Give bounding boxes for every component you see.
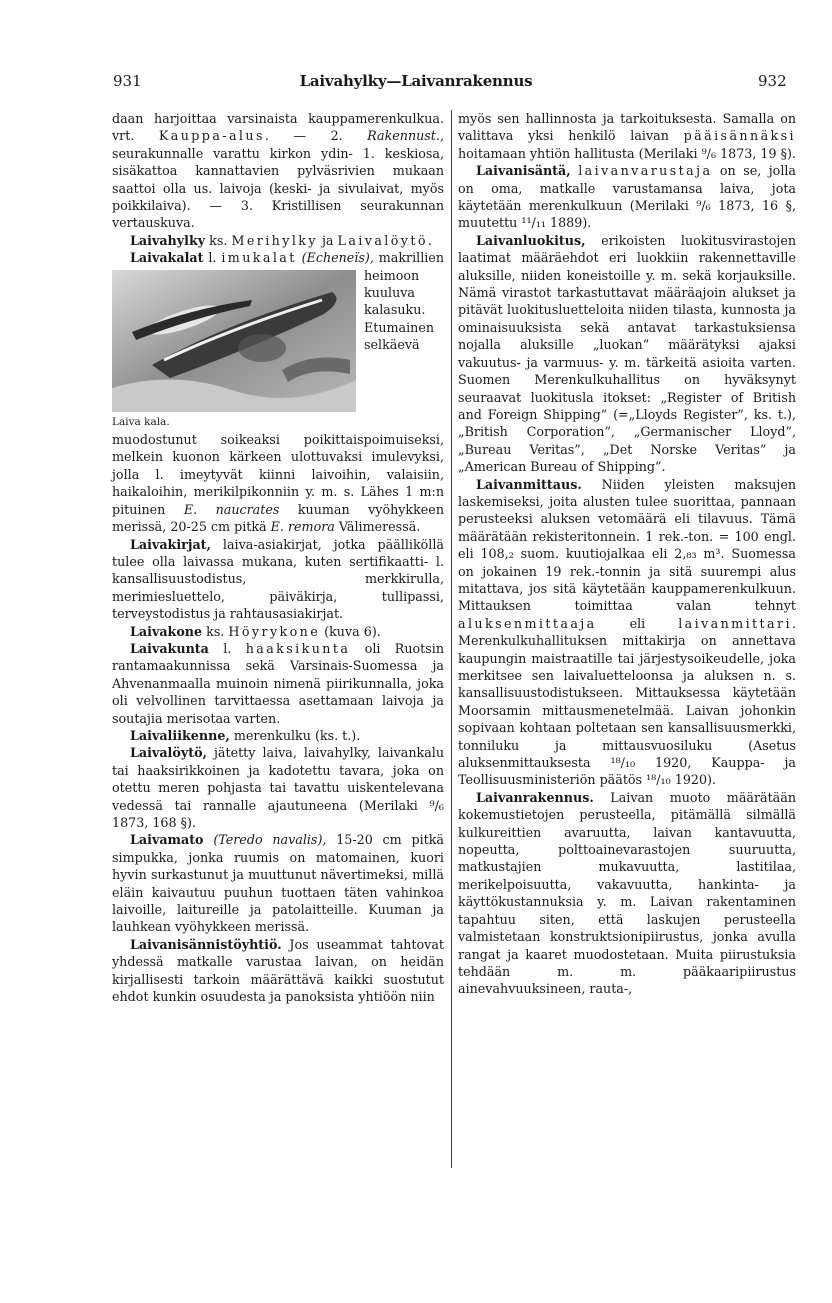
column-divider <box>451 110 452 1168</box>
entry-laivaloyto: Laivalöytö, jätetty laiva, laivahylky, laivankalu tai haaksirikkoinen ja kadotettu tavara, joka on otettu meren pohjasta tai tavattu uiskentelevana vedessä tai rannalle ajautuneena (Merilaki ⁹/₆ 1873, 168 §). <box>112 745 444 830</box>
headword: Laivakone <box>130 623 203 639</box>
entry-laivamato: Laivamato (Teredo navalis), 15-20 cm pitkä simpukka, jonka ruumis on matomainen, kuori hyvin surkastunut ja muuttunut nävertimeksi, millä eläin kaivautuu puuhun tuottaen täten vahinkoa laivoille, laitureille ja patolaitteille. Kuuman ja lauhkean vyöhykkeen merissä. <box>112 832 444 935</box>
right-column <box>458 110 796 998</box>
headword: Laivanisännistöyhtiö. <box>130 936 282 952</box>
headword: Laivahylky <box>130 232 206 248</box>
entry-isannisto-continued: myös sen hallinnosta ja tarkoituksesta. Samalla on valittava yksi henkilö laivan pääisännäksi hoitamaan yhtiön hallitusta (Merilaki ⁹/₆ 1873, 19 §). <box>458 111 796 161</box>
entry-laivakone: Laivakone ks. Höyrykone (kuva 6). <box>130 623 381 639</box>
left-page-number: 931 <box>113 72 142 90</box>
entry-laivanmittaus: Laivanmittaus. Niiden yleisten maksujen laskemiseksi, joita alusten tulee suorittaa, pannaan perusteeksi aluksen vetomäärä eli tilavuus. Tämä määrätään rekisteritonnein. 1 rek.-ton. = 100 engl. eli 108,₂ suom. kuutiojalkaa eli 2,₈₃ m³. Suomessa on jokainen 19 rek.-tonnin ja sitä suurempi alus mitattava, jos sitä käytetään kauppamerenkulkuun. Mittauksen toimittaa valan tehnyt aluksenmittaaja eli laivanmittari. Merenkulkuhallituksen mittakirja on annettava kaupungin maistraatille tai järjestysoikeudelle, joka merkitsee sen laivaluetteloonsa ja aluksen n. s. kansallisuustodistukseen. Mittauksessa käytetään Moorsamin mittausmenetelmää. Laivan johonkin sopivaan kohtaan poltetaan sen kansallisuusmerkki, tonniluku ja mittausvuosiluku (Asetus aluksenmittauksesta ¹⁸/₁₀ 1920, Kauppa- ja Teollisuusministeriön päätös ¹⁸/₁₀ 1920). <box>458 476 796 788</box>
entry-laivakalat: Laivakalat l. imukalat (Echeneïs), Laiva kala. makrillien heimoon kuuluva kalasuku. Etumainen selkäevä muodostunut soikeaksi poikittaispoimuiseksi, melkein kuonon kärkeen ulottuvaksi imulevyksi, jolla l. imeytyvät kiinni laivoihin, valaisiin, haikaloihin, merikilpikonniin y. m. s. Lähes 1 m:n pituinen E. naucrates kuuman vyöhykkeen merissä, 20-25 cm pitkä E. remora Välimeressä. <box>112 250 444 535</box>
entry-laivanrakennus: Laivanrakennus. Laivan muoto määrätään kokemustietojen perusteella, pitämällä silmällä kulkureittien avaruutta, laivan kantavuutta, nopeutta, polttoainevarastojen suuruutta, matkustajien mukavuutta, lastitilaa, merikelpoisuutta, vakavuutta, hankinta- ja käyttökustannuksia y. m. Laivan rakentaminen tapahtuu siten, että laskujen perusteella valmistetaan konstruktsionipiirustus, jonka avulla rangat ja kaaret muodostetaan. Muita piirustuksia tehdään m. m. pääkaaripiirustus ainevahvuuksineen, rauta-, <box>458 789 796 997</box>
headword: Laivalöytö, <box>130 745 207 761</box>
entry-laivanisannistoyhtio: Laivanisännistöyhtiö. Jos useammat tahtovat yhdessä matkalle varustaa laivan, on heidän kirjallisesti tarkoin määrättävä kaikki suostutut ehdot kunkin osuudesta ja panoksista yhtiöön niin <box>112 936 444 1005</box>
entry-laivaliikenne: Laivaliikenne, merenkulku (ks. t.). <box>130 727 361 743</box>
headword: Laivaliikenne, <box>130 727 230 743</box>
entry-laiva-continued: daan harjoittaa varsinaista kauppamerenkulkua. vrt. Kauppa-alus. — 2. Rakennust., seurakunnalle varattu kirkon ydin- 1. keskiosa, sisäkattoa kannattavien pylväsrivien mukaan saattoi olla us. laivoja (keski- ja sivulaivat, myös poikkilaiva). — 3. Kristillisen seurakunnan vertauskuva. <box>112 111 444 231</box>
headword: Laivamato <box>130 832 204 848</box>
headword: Laivanluokitus, <box>476 232 586 248</box>
entry-laivanisanta: Laivanisäntä, laivanvarustaja on se, jolla on oma, matkalle varustamansa laiva, jota käytetään merenkulkuun (Merilaki ⁹/₆ 1873, 16 §, muutettu ¹¹/₁₁ 1889). <box>458 163 796 231</box>
headword: Laivakirjat, <box>130 536 211 552</box>
figure-caption: Laiva kala. <box>112 415 170 428</box>
entry-laivahylky: Laivahylky ks. Merihylky ja Laivalöytö. <box>130 232 432 248</box>
entry-laivanluokitus: Laivanluokitus, erikoisten luokitusvirastojen laatimat määräehdot eri luokkiin rakennettaville aluksille, niiden koneistoille y. m. sekä korjauksille. Nämä virastot tarkastuttavat määräajoin alukset ja pitävät luokitusluetteloita niiden tilasta, kunnosta ja ominaisuuksista sekä antavat tarkastuksiensa nojalla aluksille „luokan” määrätyksi ajaksi vakuutus- ja varmuus- y. m. tärkeitä asioita varten. Suomen Merenkulkuhallitus on hyväksynyt seuraavat luokitusla itokset: „Register of British and Foreign Shipping” (=„Lloyds Register”, ks. t.), „British Corporation”, „Germanischer Lloyd”, „Bureau Veritas”, „Det Norske Veritas” ja „American Bureau of Shipping”. <box>458 232 796 475</box>
headword: Laivakalat <box>130 250 204 266</box>
headword: Laivanmittaus. <box>476 476 582 492</box>
figure-laivakala <box>112 270 356 429</box>
headword: Laivakunta <box>130 640 209 656</box>
headword: Laivanisäntä, <box>476 163 571 179</box>
entry-laivakirjat: Laivakirjat, laiva-asiakirjat, jotka päälliköllä tulee olla laivassa mukana, kuten sertifikaatti- l. kansallisuustodistus, merkkirulla, merimiesluettelo, päiväkirja, tullipassi, terveystodistus ja rahtausasiakirjat. <box>112 536 444 622</box>
headword: Laivanrakennus. <box>476 789 594 805</box>
right-page-number: 932 <box>758 72 787 90</box>
left-column <box>112 110 444 1005</box>
entry-laivakunta: Laivakunta l. haaksikunta oli Ruotsin rantamaakunnissa sekä Varsinais-Suomessa ja Ahvenanmaalla muinoin nimenä piirikunnalla, joka oli velvollinen tarvittaessa asettamaan laivoja ja soutajia merisotaa varten. <box>112 640 444 726</box>
fish-photo-illustration <box>112 270 356 412</box>
running-head: Laivahylky—Laivanrakennus <box>299 72 533 90</box>
